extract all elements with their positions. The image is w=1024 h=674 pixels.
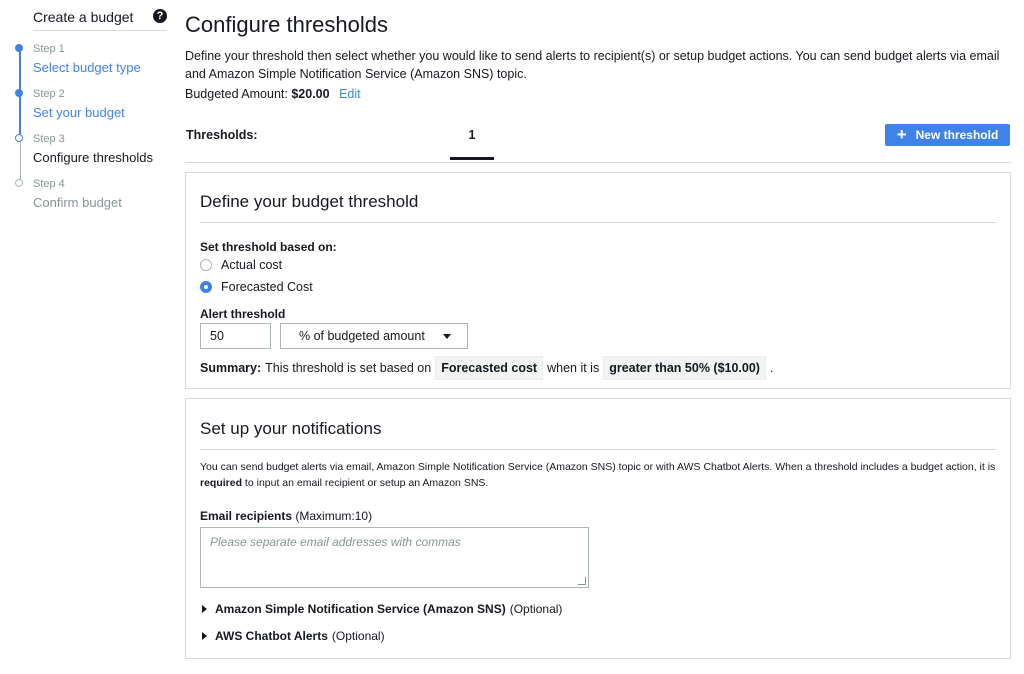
- radio-forecasted-cost-label: Forecasted Cost: [221, 280, 313, 294]
- step-4-dot-icon: [15, 179, 23, 187]
- threshold-panel: [185, 172, 1011, 389]
- sns-expander[interactable]: [202, 602, 562, 616]
- step-1-dot-icon: [15, 44, 23, 52]
- chatbot-expander[interactable]: [202, 629, 385, 643]
- step-1-link[interactable]: Select budget type: [33, 60, 141, 75]
- tab-threshold-1[interactable]: 1: [450, 122, 494, 160]
- sidebar-title: Create a budget: [33, 9, 134, 25]
- threshold-unit-value: % of budgeted amount: [299, 329, 425, 343]
- notifications-panel-divider: [200, 449, 996, 450]
- new-threshold-button[interactable]: [885, 124, 1010, 146]
- summary-prefix: Summary:: [200, 361, 262, 375]
- notifications-panel: [185, 398, 1011, 659]
- notifications-panel-heading: Set up your notifications: [200, 419, 382, 438]
- threshold-panel-heading: Define your budget threshold: [200, 192, 419, 211]
- alert-threshold-input[interactable]: [200, 323, 271, 349]
- step-3-dot-icon: [15, 134, 23, 142]
- help-circle-icon[interactable]: ?: [153, 9, 167, 23]
- step-1[interactable]: [33, 42, 141, 77]
- alert-threshold-label: Alert threshold: [200, 307, 286, 321]
- budgeted-amount: [185, 87, 361, 101]
- radio-forecasted-cost[interactable]: [200, 280, 313, 294]
- step-2-number: Step 2: [33, 88, 65, 100]
- caret-right-icon: [202, 632, 207, 640]
- caret-right-icon: [202, 605, 207, 613]
- step-4-label: Confirm budget: [33, 195, 122, 210]
- budgeted-amount-label: Budgeted Amount:: [185, 87, 288, 101]
- sns-optional: (Optional): [509, 602, 563, 616]
- email-recipients-max: (Maximum:10): [295, 509, 373, 523]
- sidebar-header: [33, 8, 167, 31]
- email-recipients-label-row: [200, 509, 372, 523]
- email-recipients-placeholder: Please separate email addresses with commas: [210, 535, 461, 549]
- step-4-number: Step 4: [33, 178, 65, 190]
- threshold-based-on-label: Set threshold based on:: [200, 240, 337, 254]
- radio-unchecked-icon: [200, 259, 212, 271]
- threshold-panel-divider: [200, 222, 996, 223]
- caret-down-icon: [443, 334, 451, 339]
- chatbot-label: AWS Chatbot Alerts: [215, 629, 328, 643]
- page-description: Define your threshold then select whether you would like to send alerts to recipient(s) or setup budget actions. You can send budget alerts via email and Amazon Simple Notification Service (Amazon SNS) topic.: [185, 49, 1000, 81]
- new-threshold-label: New threshold: [915, 128, 999, 142]
- step-2-dot-icon: [15, 89, 23, 97]
- threshold-summary: [200, 356, 773, 380]
- notifications-info-bold: required: [200, 477, 243, 489]
- radio-actual-cost-label: Actual cost: [221, 258, 283, 272]
- threshold-unit-select[interactable]: [280, 323, 468, 349]
- step-1-number: Step 1: [33, 43, 65, 55]
- step-3: [33, 132, 153, 167]
- wizard-sidebar: [0, 0, 168, 674]
- summary-end: .: [769, 361, 774, 375]
- notifications-info-text-2: to input an email recipient or setup an Amazon SNS.: [242, 477, 489, 489]
- resize-grip-icon[interactable]: [578, 577, 586, 585]
- step-2[interactable]: [33, 87, 125, 122]
- step-3-number: Step 3: [33, 133, 65, 145]
- steps-remaining-line: [20, 140, 21, 182]
- summary-text-2: when it is: [547, 361, 600, 375]
- page-title: Configure thresholds: [185, 12, 389, 37]
- plus-icon: +: [896, 125, 907, 144]
- summary-text-1: This threshold is set based on: [265, 361, 432, 375]
- thresholds-label: Thresholds:: [186, 128, 258, 142]
- summary-basis-chip: Forecasted cost: [435, 356, 543, 380]
- budgeted-amount-value: $20.00: [291, 87, 330, 101]
- alert-threshold-value: 50: [210, 329, 224, 343]
- edit-budget-link[interactable]: Edit: [339, 87, 361, 101]
- radio-checked-icon: [200, 281, 212, 293]
- radio-actual-cost[interactable]: [200, 258, 282, 272]
- step-4: [33, 177, 122, 212]
- summary-condition-chip: greater than 50% ($10.00): [603, 356, 766, 380]
- notifications-info-text-1: You can send budget alerts via email, Amazon Simple Notification Service (Amazon SNS) topic or with AWS Chatbot Alerts. When a threshold includes a budget action, it is: [200, 461, 996, 473]
- notifications-info: [200, 459, 1000, 491]
- thresholds-tabs: [185, 122, 1011, 163]
- email-recipients-textarea[interactable]: [200, 527, 589, 588]
- sns-label: Amazon Simple Notification Service (Amazon SNS): [215, 602, 506, 616]
- step-3-label: Configure thresholds: [33, 150, 153, 165]
- chatbot-optional: (Optional): [331, 629, 385, 643]
- step-2-link[interactable]: Set your budget: [33, 105, 125, 120]
- email-recipients-label: Email recipients: [200, 509, 293, 523]
